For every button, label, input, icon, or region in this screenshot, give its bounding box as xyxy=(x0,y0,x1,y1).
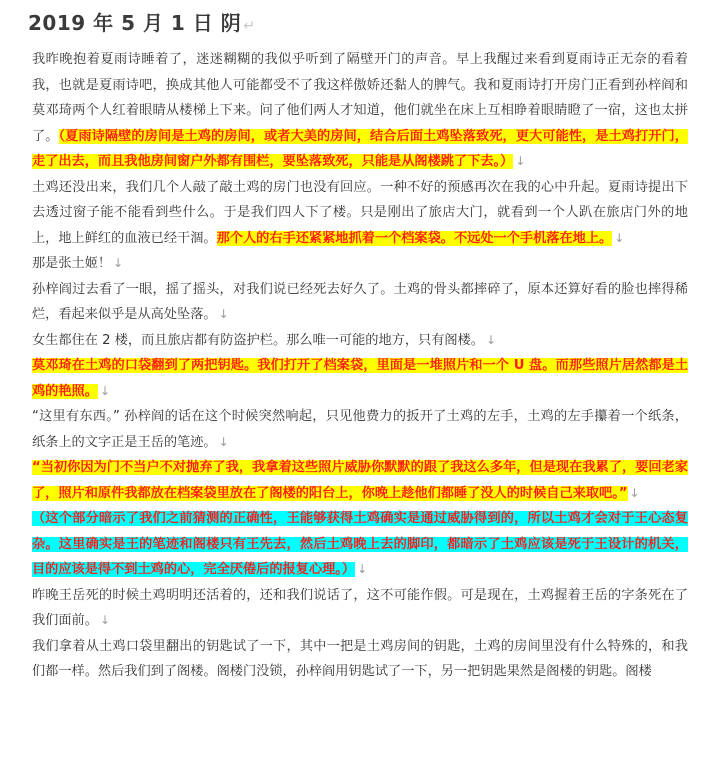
document-body[interactable] xyxy=(32,47,688,685)
yellow-highlight-run: “当初你因为门不当户不对抛弃了我，我拿着这些照片威胁你默默的跟了我这么多年，但是现在我累了，要回老家了，照片和原件我都放在档案袋里放在了阁楼的阳台上，你晚上趁他们都睡了没人的时候自己来取吧。” xyxy=(32,460,688,501)
text-run: 我们拿着从土鸡口袋里翻出的钥匙试了一下，其中一把是土鸡房间的钥匙，土鸡的房间里没有什么特殊的，和我们都一样。然后我们到了阁楼。阁楼门没锁，孙梓阎用钥匙试了一下，另一把钥匙果然是阁楼的钥匙。阁楼 xyxy=(32,638,688,679)
paragraph-mark: ↓ xyxy=(485,332,497,347)
paragraph xyxy=(32,175,688,252)
paragraph xyxy=(32,277,688,328)
paragraph xyxy=(32,634,688,685)
cyan-highlight-run: （这个部分暗示了我们之前猜测的正确性，王能够获得土鸡确实是通过威胁得到的，所以土鸡才会对于王心态复杂。这里确实是王的笔迹和阁楼只有王先去，然后土鸡晚上去的脚印，都暗示了土鸡应该是死于王设计的机关，目的应该是得不到土鸡的心，完全厌倦后的报复心理。） xyxy=(32,511,688,577)
text-run: 我昨晚抱着夏雨诗睡着了，迷迷糊糊的我似乎听到了隔壁开门的声音。早上我醒过来看到夏雨诗正无奈的看着我，也就是夏雨诗吧，换成其他人可能都受不了我这样傲娇还黏人的脾气。我和夏雨诗打开房门正看到孙梓阎和莫邓琦两个人红着眼睛从楼梯上下来。问了他们两人才知道，他们就坐在床上互相睁着眼睛瞪了一宿，这也太拼了。 xyxy=(32,52,688,144)
paragraph xyxy=(32,455,688,506)
text-run: 土鸡还没出来，我们几个人敲了敲土鸡的房门也没有回应。一种不好的预感再次在我的心中升起。夏雨诗提出下去透过窗子能不能看到些什么。于是我们四人下了楼。只是刚出了旅店大门，就看到一个人趴在旅店门外的地上，地上鲜红的血液已经干涸。 xyxy=(32,179,688,246)
yellow-highlight-run: （夏雨诗隔壁的房间是土鸡的房间，或者大美的房间，结合后面土鸡坠落致死，更大可能性，是土鸡打开门，走了出去，而且我他房间窗户外都有围栏，要坠落致死，只能是从阁楼跳了下去。） xyxy=(32,128,688,169)
yellow-highlight-run: 土鸡的口袋翻到了两把钥匙。我们打开了档案袋，里面是一堆照片和一个 U 盘。而那些照片居然都是土鸡的艳照。 xyxy=(32,358,689,399)
paragraph xyxy=(32,251,688,277)
yellow-highlight-run: 那个人的右手还紧紧地抓着一个档案袋。不远处一个手机落在地上。 xyxy=(216,230,613,246)
text-run: 昨晚王岳死的时候土鸡明明还活着的，还和我们说话了，这不可能作假。可是现在，土鸡握着王岳的字条死在了我们面前。 xyxy=(32,587,688,628)
paragraph-mark: ↓ xyxy=(218,434,229,449)
paragraph-mark: ↓ xyxy=(113,256,124,270)
paragraph xyxy=(32,583,688,634)
paragraph-mark: ↓ xyxy=(218,307,229,321)
paragraph-mark: ↓ xyxy=(357,562,368,576)
title-return-mark: ↵ xyxy=(243,18,256,34)
title-text: 2019 年 5 月 1 日 阴 xyxy=(28,11,242,35)
document-title xyxy=(28,8,688,41)
paragraph-mark: ↓ xyxy=(629,485,640,500)
yellow-highlight-run: 莫邓琦在 xyxy=(32,358,86,373)
text-run: 那是张土姬！ xyxy=(32,256,112,271)
paragraph xyxy=(32,506,688,583)
paragraph-mark: ↓ xyxy=(515,154,526,168)
paragraph-mark: ↓ xyxy=(99,383,110,398)
paragraph-mark: ↓ xyxy=(99,613,110,627)
paragraph-mark: ↓ xyxy=(614,230,625,245)
paragraph xyxy=(32,328,688,354)
text-run: “这里有东西。” 孙梓阎的话在这个时候突然响起，只见他费力的扳开了土鸡的左手，土鸡的左手攥着一个纸条，纸条上的文字正是王岳的笔迹。 xyxy=(32,409,688,450)
text-run: 孙梓阎过去看了一眼，摇了摇头，对我们说已经死去好久了。土鸡的骨头都摔碎了，原本还算好看的脸也摔得稀烂，看起来似乎是从高处坠落。 xyxy=(32,281,688,322)
text-run: 女生都住在 2 楼，而且旅店都有防盗护栏。那么唯一可能的地方，只有阁楼。 xyxy=(32,332,484,348)
paragraph xyxy=(32,404,688,455)
paragraph xyxy=(32,353,688,404)
paragraph xyxy=(32,47,688,175)
